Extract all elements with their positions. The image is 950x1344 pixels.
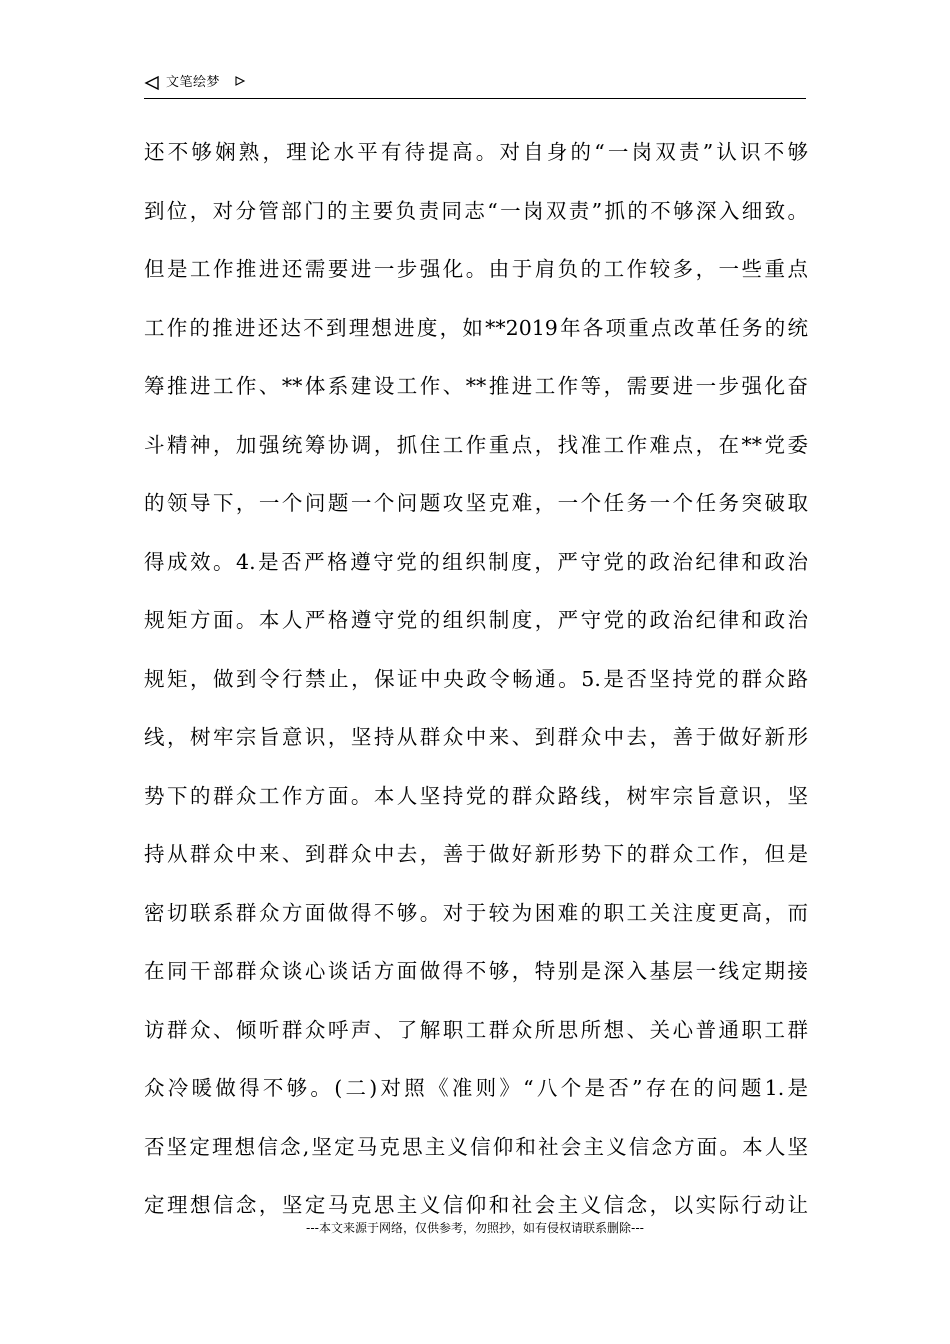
triangle-left-outline-icon (144, 75, 160, 91)
body-text (144, 130, 808, 1242)
body-line: 规矩方面。本人严格遵守党的组织制度，严守党的政治纪律和政治 (144, 608, 808, 632)
body-line: 规矩，做到令行禁止，保证中央政令畅通。5.是否坚持党的群众路 (144, 666, 808, 691)
body-line: 的领导下，一个问题一个问题攻坚克难，一个任务一个任务突破取 (144, 491, 808, 515)
body-line: 否坚定理想信念,坚定马克思主义信仰和社会主义信念方面。本人坚 (144, 1134, 808, 1159)
body-line: 密切联系群众方面做得不够。对于较为困难的职工关注度更高，而 (144, 900, 808, 925)
body-line: 众冷暖做得不够。(二)对照《准则》“八个是否”存在的问题1.是 (144, 1076, 808, 1100)
body-line: 定理想信念，坚定马克思主义信仰和社会主义信念，以实际行动让 (144, 1193, 808, 1217)
body-line: 在同干部群众谈心谈话方面做得不够，特别是深入基层一线定期接 (144, 959, 808, 983)
triangle-right-outline-icon (234, 75, 246, 87)
body-line: 访群众、倾听群众呼声、了解职工群众所思所想、关心普通职工群 (144, 1017, 808, 1042)
body-line: 得成效。4.是否严格遵守党的组织制度，严守党的政治纪律和政治 (144, 549, 808, 574)
footer-disclaimer: ---本文来源于网络，仅供参考，勿照抄，如有侵权请联系删除--- (306, 1221, 644, 1235)
body-line: 势下的群众工作方面。本人坚持党的群众路线，树牢宗旨意识，坚 (144, 783, 808, 808)
body-line: 筹推进工作、**体系建设工作、**推进工作等，需要进一步强化奋 (144, 374, 808, 398)
body-line: 到位，对分管部门的主要负责同志“一岗双责”抓的不够深入细致。 (144, 198, 808, 223)
body-line: 还不够娴熟，理论水平有待提高。对自身的“一岗双责”认识不够 (144, 140, 808, 164)
body-line: 持从群众中来、到群众中去，善于做好新形势下的群众工作，但是 (144, 842, 808, 866)
body-line: 但是工作推进还需要进一步强化。由于肩负的工作较多，一些重点 (144, 257, 808, 281)
body-line: 斗精神，加强统筹协调，抓住工作重点，找准工作难点，在**党委 (144, 432, 808, 457)
body-line: 线，树牢宗旨意识，坚持从群众中来、到群众中去，善于做好新形 (144, 725, 808, 749)
body-line: 工作的推进还达不到理想进度，如**2019年各项重点改革任务的统 (144, 315, 808, 340)
page-header (144, 72, 806, 99)
header-title: 文笔绘梦 (166, 75, 221, 90)
